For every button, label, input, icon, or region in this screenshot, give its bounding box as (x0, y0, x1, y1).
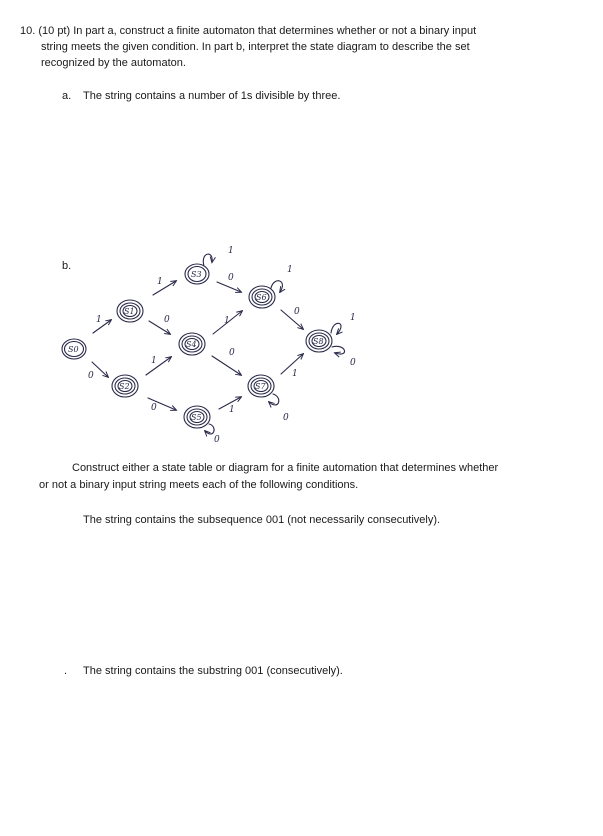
section2-item-2: The string contains the substring 001 (consecutively). (83, 665, 343, 677)
edge-label-s1-s3: 1 (157, 277, 163, 287)
question-text-2: string meets the given condition. In part b, interpret the state diagram to describe the set (41, 41, 470, 53)
label-s6: S6 (256, 293, 267, 302)
question-number: 10. (20, 25, 36, 37)
edge-label-s1-s4: 0 (164, 315, 170, 325)
edge-label-s8-loop-1: 1 (350, 313, 356, 323)
section2-item-2-marker: . (64, 665, 68, 677)
edge-label-s2-s5: 0 (151, 403, 157, 413)
question-text-1: (10 pt) In part a, construct a finite automaton that determines whether or not a binary input (38, 25, 477, 37)
edge-label-s3-loop: 1 (228, 246, 234, 256)
label-s3: S3 (191, 270, 202, 279)
label-s7: S7 (255, 382, 266, 391)
edge-label-s7-loop: 0 (283, 413, 289, 423)
edge-s2-s4 (146, 357, 171, 375)
part-a-marker: a. (62, 90, 72, 102)
edge-label-s2-s4: 1 (151, 356, 157, 366)
edge-label-s3-s6: 0 (228, 273, 234, 283)
edge-label-s0-s2: 0 (88, 371, 94, 381)
label-s4: S4 (186, 340, 197, 349)
edge-label-s5-s7: 1 (229, 405, 235, 415)
loop-s7 (269, 394, 279, 405)
loop-s8-side (332, 346, 345, 354)
question-text-3: recognized by the automaton. (41, 57, 186, 69)
edge-label-s7-s8: 1 (292, 369, 298, 379)
label-s1: S1 (124, 307, 135, 316)
edge-label-s0-s1: 1 (96, 315, 102, 325)
loop-s3 (203, 254, 212, 266)
edge-label-s4-s6: 1 (224, 316, 230, 326)
loop-s8-top (331, 323, 341, 334)
part-b-marker: b. (62, 260, 72, 272)
edge-label-s6-loop: 1 (287, 265, 293, 275)
label-s0: S0 (68, 345, 79, 354)
label-s5: S5 (191, 413, 202, 422)
label-s8: S8 (313, 337, 324, 346)
edge-label-s8-loop-0: 0 (350, 358, 356, 368)
edge-label-s6-s8: 0 (294, 307, 300, 317)
loop-s5 (205, 424, 214, 434)
edge-s3-s6 (217, 282, 241, 292)
label-s2: S2 (119, 382, 130, 391)
edge-label-s5-loop: 0 (214, 435, 220, 445)
section2-item-1: The string contains the subsequence 001 (not necessarily consecutively). (83, 514, 441, 526)
edge-s0-s2 (92, 362, 108, 377)
edge-label-s4-s7: 0 (229, 348, 235, 358)
section2-text-2: or not a binary input string meets each of the following conditions. (39, 479, 359, 491)
section2-text-1: Construct either a state table or diagram for a finite automation that determines whether (72, 462, 499, 474)
edge-s4-s7 (212, 356, 241, 375)
part-a-text: The string contains a number of 1s divisible by three. (83, 90, 341, 102)
